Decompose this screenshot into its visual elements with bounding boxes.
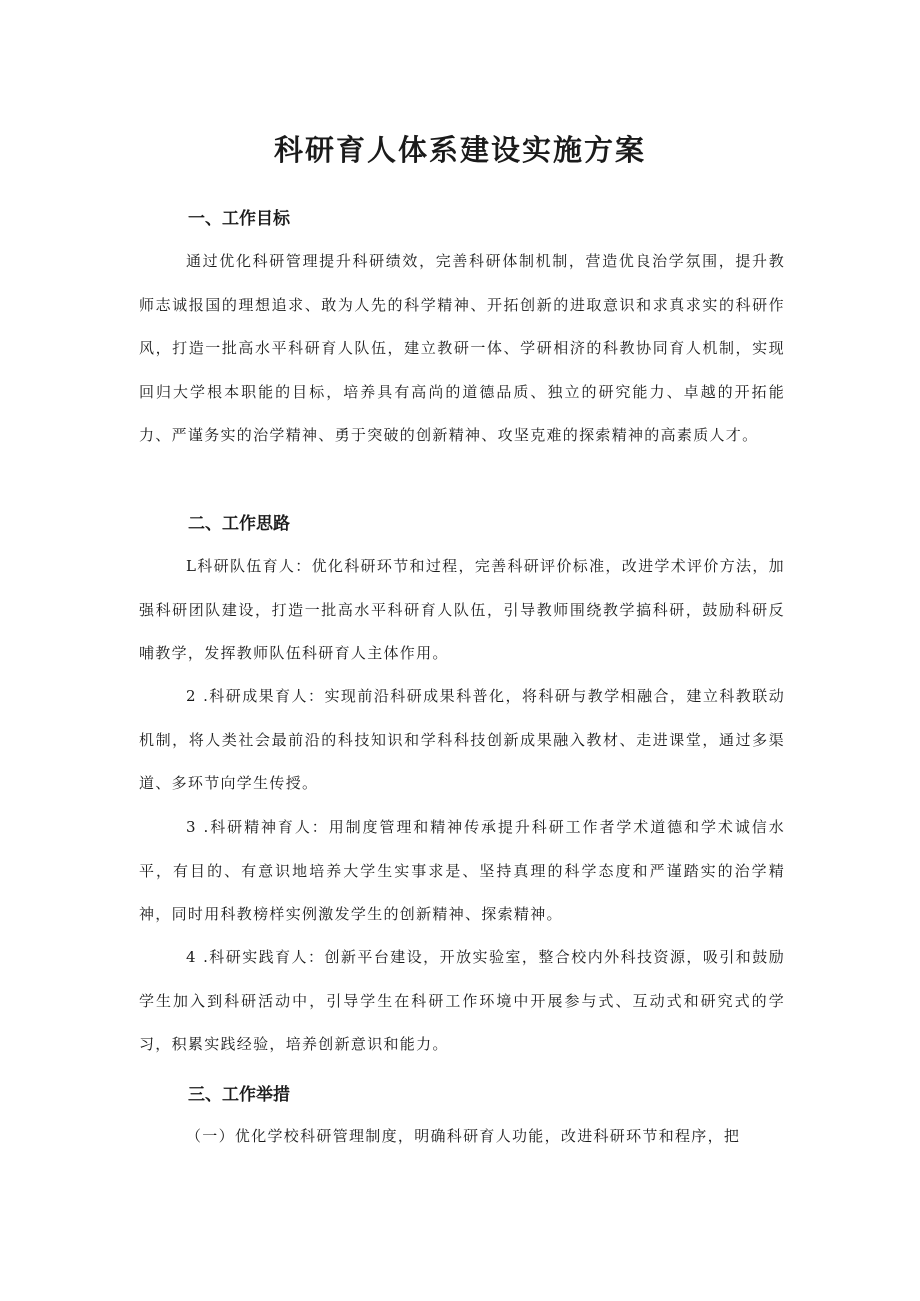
list-item-research-spirit: 3 .科研精神育人：用制度管理和精神传承提升科研工作者学术道德和学术诚信水平，有目的、有意识地培养大学生实事求是、坚持真理的科学态度和严谨踏实的治学精神，同时用科教榜样实例激发学生的创新精神、探索精神。 bbox=[139, 818, 785, 923]
list-item-research-practice: 4 .科研实践育人：创新平台建设，开放实验室，整合校内外科技资源，吸引和鼓励学生加入到科研活动中，引导学生在科研工作环境中开展参与式、互动式和研究式的学习，积累实践经验，培养创新意识和能力。 bbox=[139, 948, 785, 1053]
paragraph-work-measures: （一）优化学校科研管理制度，明确科研育人功能，改进科研环节和程序，把 bbox=[186, 1127, 741, 1145]
list-item-research-team: L科研队伍育人：优化科研环节和过程，完善科研评价标准，改进学术评价方法，加强科研团队建设，打造一批高水平科研育人队伍，引导教师围绕教学搞科研，鼓励科研反哺教学，发挥教师队伍科研育人主体作用。 bbox=[139, 557, 785, 662]
section-heading-work-goals: 一、工作目标 bbox=[188, 209, 290, 229]
section-heading-work-measures: 三、工作举措 bbox=[188, 1085, 290, 1105]
section-heading-work-approach: 二、工作思路 bbox=[188, 514, 290, 534]
list-item-research-results: 2 .科研成果育人：实现前沿科研成果科普化，将科研与教学相融合，建立科教联动机制，将人类社会最前沿的科技知识和学科科技创新成果融入教材、走进课堂，通过多渠道、多环节向学生传授。 bbox=[139, 687, 785, 792]
document-title: 科研育人体系建设实施方案 bbox=[273, 133, 646, 167]
paragraph-work-goals: 通过优化科研管理提升科研绩效，完善科研体制机制，营造优良治学氛围，提升教师志诚报国的理想追求、敢为人先的科学精神、开拓创新的进取意识和求真求实的科研作风，打造一批高水平科研育人队伍，建立教研一体、学研相济的科教协同育人机制，实现回归大学根本职能的目标，培养具有高尚的道德品质、独立的研究能力、卓越的开拓能力、严谨务实的治学精神、勇于突破的创新精神、攻坚克难的探索精神的高素质人才。 bbox=[139, 252, 785, 444]
